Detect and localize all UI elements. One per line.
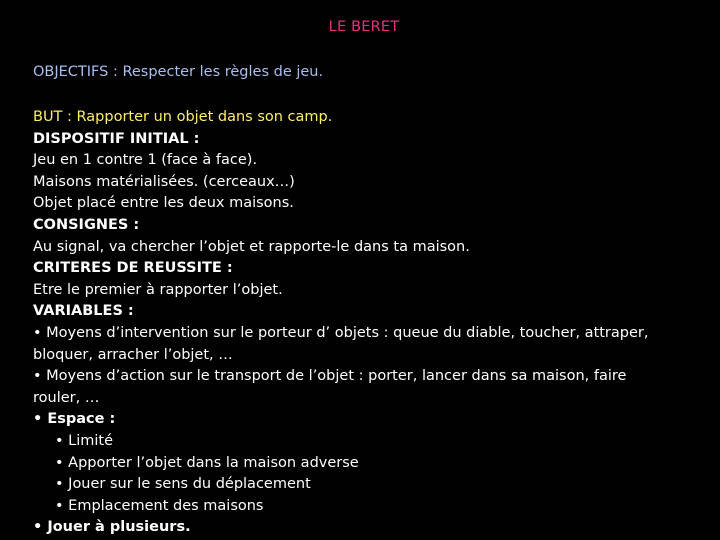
consignes-heading: CONSIGNES : [33,216,140,233]
variable-action-cont: rouler, … [33,389,100,406]
espace-item: • Apporter l’objet dans la maison adverse [55,454,359,471]
espace-item: • Jouer sur le sens du déplacement [55,476,311,493]
dispositif-item: Maisons matérialisées. (cerceaux…) [33,173,295,190]
variable-action: • Moyens d’action sur le transport de l’objet : porter, lancer dans sa maison, faire [33,368,627,385]
dispositif-item: Objet placé entre les deux maisons. [33,195,294,212]
variable-intervention: • Moyens d’intervention sur le porteur d’ objets : queue du diable, toucher, attraper, [33,324,649,341]
variable-plusieurs: • Jouer à plusieurs. [33,519,191,536]
dispositif-item: Jeu en 1 contre 1 (face à face). [33,152,258,169]
objectifs-line: OBJECTIFS : Respecter les règles de jeu. [33,64,324,80]
but-line: BUT : Rapporter un objet dans son camp. [33,109,333,125]
consignes-text: Au signal, va chercher l’objet et rapporte-le dans ta maison. [33,238,470,255]
criteres-text: Etre le premier à rapporter l’objet. [33,281,283,298]
variable-espace: • Espace : [33,411,116,428]
criteres-heading: CRITERES DE REUSSITE : [33,260,233,277]
variables-heading: VARIABLES : [33,303,134,320]
variable-intervention-cont: bloquer, arracher l’objet, … [33,346,233,363]
slide-body [33,107,713,539]
slide-title: LE BERET [328,19,400,35]
dispositif-heading: DISPOSITIF INITIAL : [33,130,200,147]
espace-item: • Limité [55,432,114,449]
espace-item: • Emplacement des maisons [55,497,264,514]
